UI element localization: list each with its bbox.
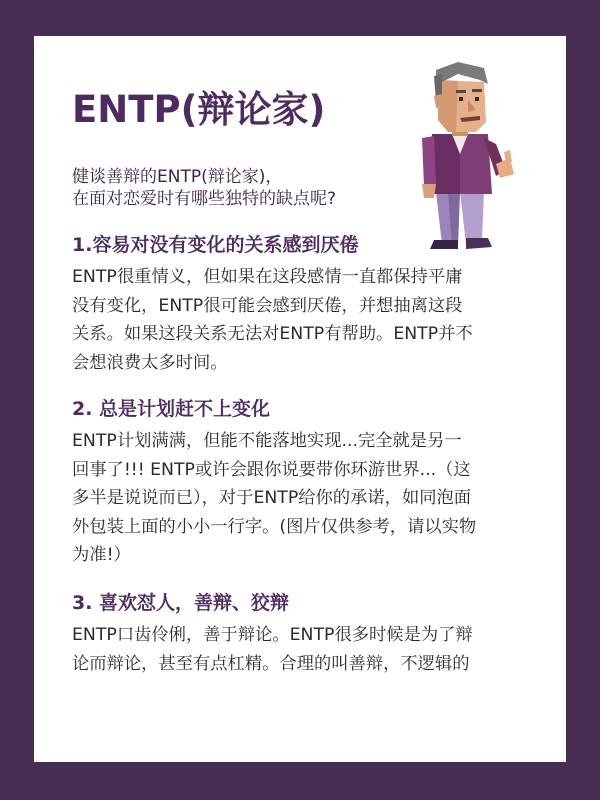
paragraph-line: ENTP口齿伶俐，善于辩论。ENTP很多时候是为了辩 xyxy=(72,625,473,645)
section-2 xyxy=(72,396,532,570)
section-heading: 1.容易对没有变化的关系感到厌倦 xyxy=(72,234,359,256)
paragraph-line: 外包装上面的小小一行字。(图片仅供参考，请以实物 xyxy=(72,516,477,537)
paragraph-line: ENTP计划满满，但能不能落地实现...完全就是另一 xyxy=(72,431,462,451)
paragraph-line: 没有变化，ENTP很可能会感到厌倦，并想抽离这段 xyxy=(72,295,463,316)
page-title: ENTP(辩论家) xyxy=(72,88,326,131)
intro-text xyxy=(72,166,402,210)
paragraph-line: 会想浪费太多时间。 xyxy=(72,352,228,373)
paragraph-line: 为准!） xyxy=(72,545,131,565)
paragraph-line: 关系。如果这段关系无法对ENTP有帮助。ENTP并不 xyxy=(72,324,473,344)
paragraph-line: 多半是说说而已），对于ENTP给你的承诺，如同泡面 xyxy=(72,488,472,508)
section-heading: 3. 喜欢怼人，善辩、狡辩 xyxy=(72,592,290,614)
content-card xyxy=(34,36,566,762)
paragraph-line: ENTP很重情义，但如果在这段感情一直都保持平庸 xyxy=(72,267,463,287)
section-1 xyxy=(72,232,532,377)
paragraph-line: 回事了!!! ENTP或许会跟你说要带你环游世界...（这 xyxy=(72,459,471,480)
cartoon-man-icon xyxy=(396,52,526,252)
paragraph-line: 论而辩论，甚至有点杠精。合理的叫善辩，不逻辑的 xyxy=(72,653,470,674)
intro-line: 健谈善辩的ENTP(辩论家)， xyxy=(72,167,283,187)
section-heading: 2. 总是计划赶不上变化 xyxy=(72,398,271,420)
cartoon-man-illustration xyxy=(396,52,526,252)
section-3 xyxy=(72,590,532,678)
intro-line: 在面对恋爱时有哪些独特的缺点呢? xyxy=(72,189,337,209)
